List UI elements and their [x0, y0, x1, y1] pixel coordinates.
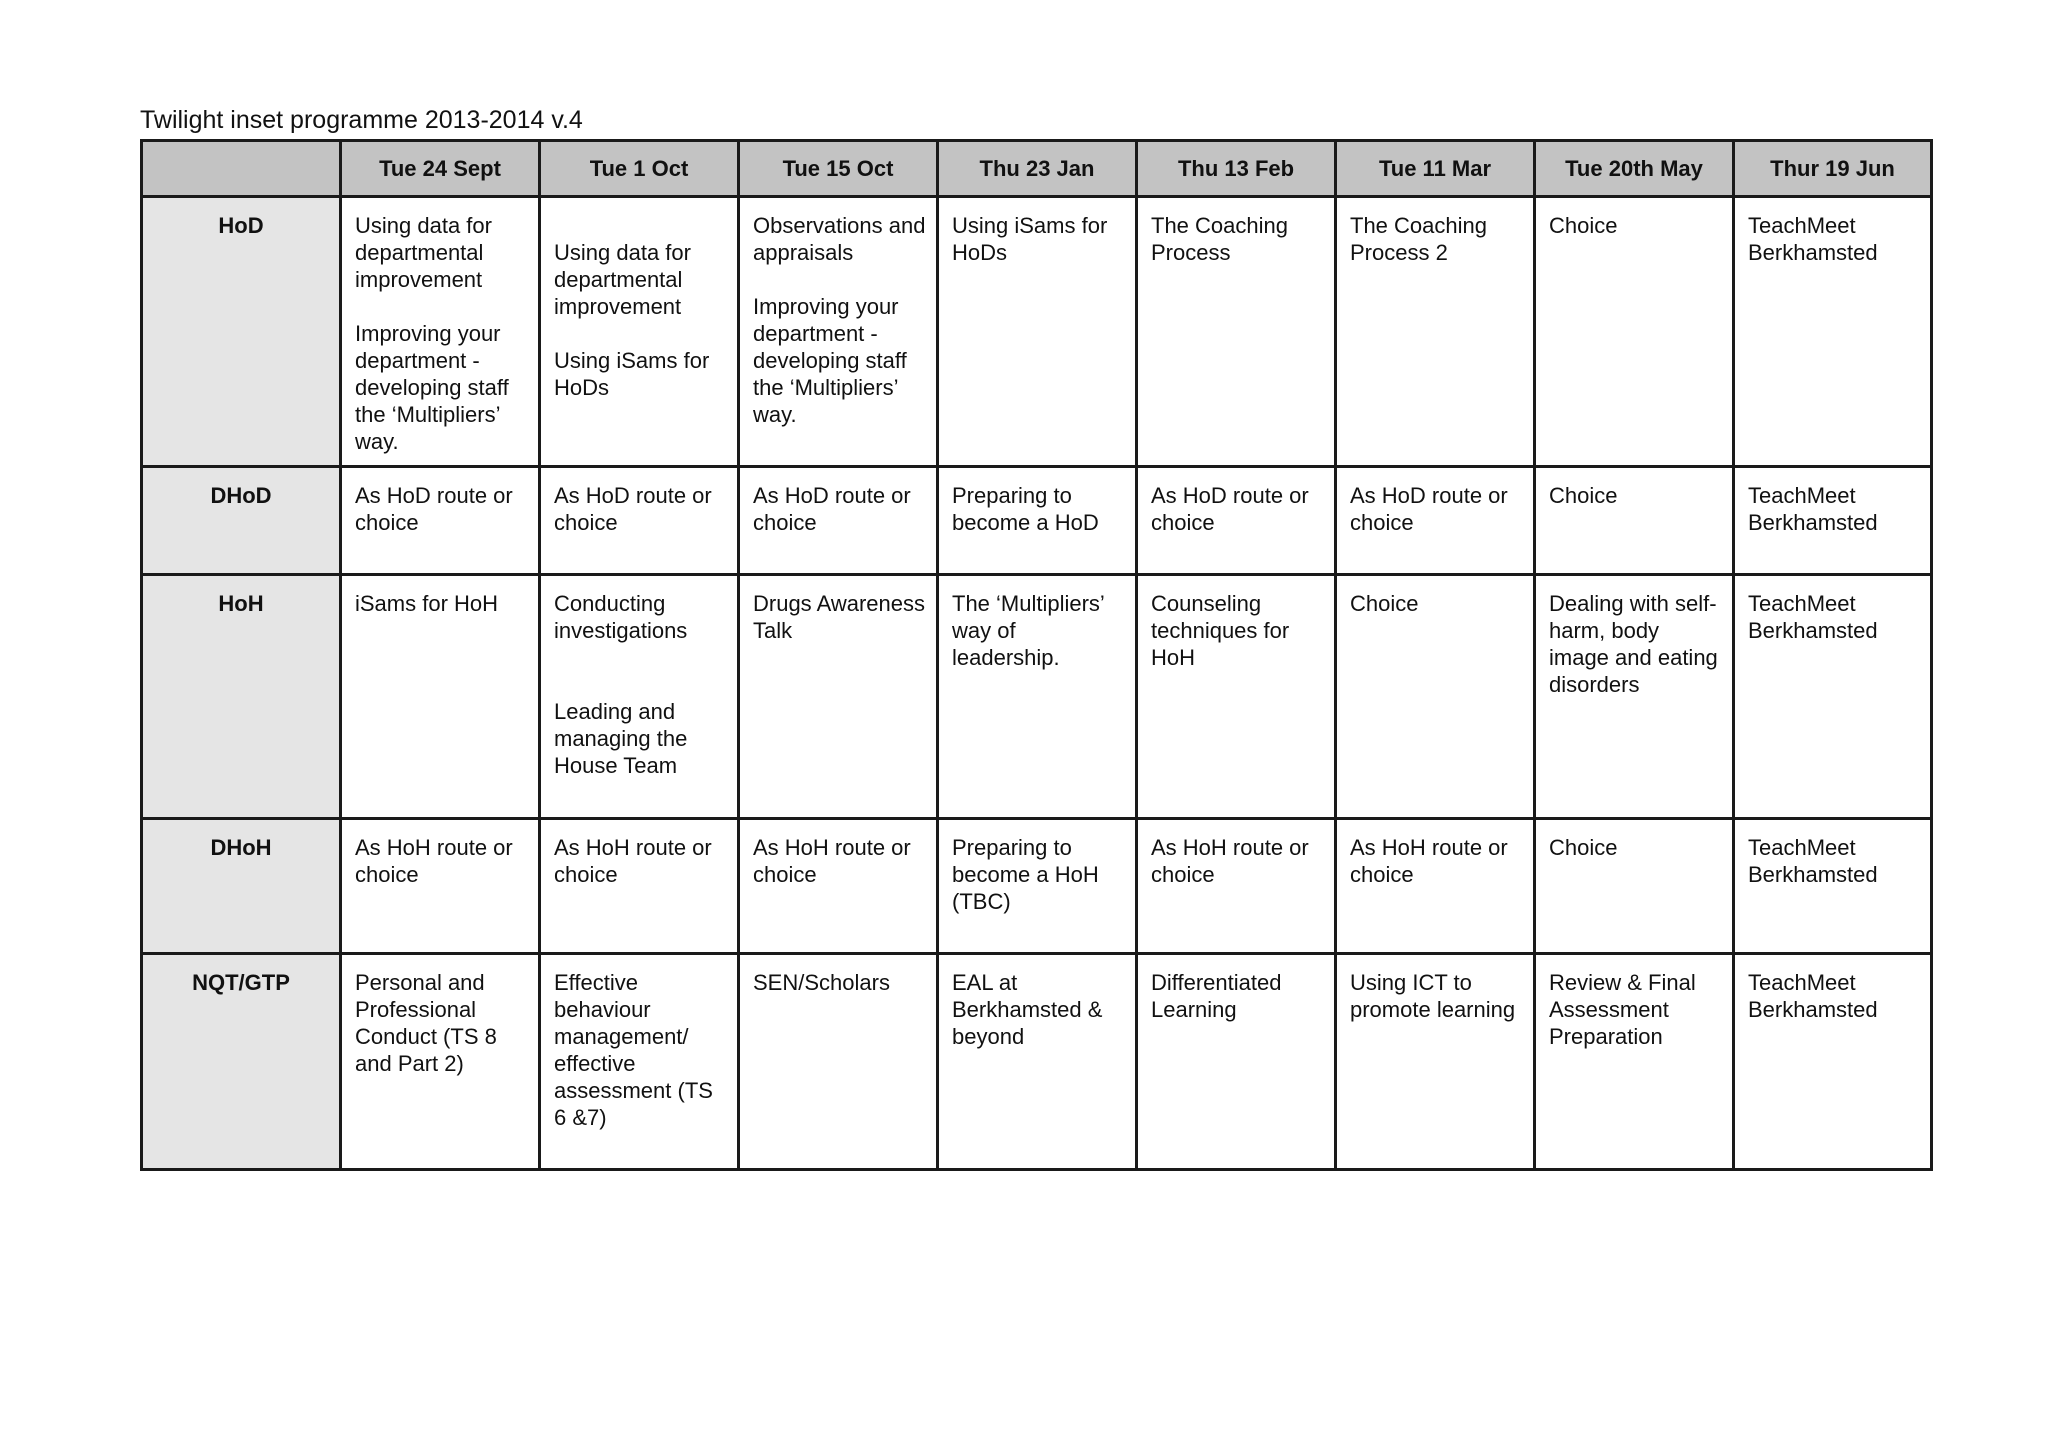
- cell-text: TeachMeet Berkhamsted: [1748, 483, 1878, 535]
- table-cell: [540, 954, 739, 1170]
- column-header: Thur 19 Jun: [1734, 141, 1932, 197]
- table-cell: [739, 197, 938, 467]
- table-cell: [1336, 954, 1535, 1170]
- cell-text: The Coaching Process 2: [1350, 213, 1494, 265]
- table-cell: [1535, 954, 1734, 1170]
- cell-text: Personal and Professional Conduct (TS 8 and Part 2): [355, 970, 503, 1076]
- table-cell: [341, 197, 540, 467]
- table-cell: [1734, 575, 1932, 819]
- table-cell: [1137, 954, 1336, 1170]
- table-cell: [938, 954, 1137, 1170]
- cell-text: Improving your department - developing staff the ‘Multipliers’ way.: [355, 321, 515, 454]
- cell-text: Leading and managing the House Team: [554, 699, 694, 778]
- table-cell: [540, 819, 739, 954]
- cell-text: Counseling techniques for HoH: [1151, 591, 1296, 670]
- cell-text: As HoH route or choice: [753, 835, 917, 887]
- cell-text: Using iSams for HoDs: [952, 213, 1114, 265]
- table-cell: [938, 575, 1137, 819]
- cell-text: Improving your department - developing staff the ‘Multipliers’ way.: [753, 294, 913, 427]
- table-cell: [1535, 575, 1734, 819]
- cell-text: Dealing with self-harm, body image and eating disorders: [1549, 591, 1724, 697]
- cell-text: As HoD route or choice: [1350, 483, 1514, 535]
- table-cell: [739, 819, 938, 954]
- cell-text: Choice: [1549, 835, 1618, 860]
- table-cell: [1535, 819, 1734, 954]
- cell-text: As HoH route or choice: [355, 835, 519, 887]
- table-cell: [1734, 819, 1932, 954]
- table-cell: [341, 819, 540, 954]
- row-label: HoD: [142, 197, 341, 467]
- table-cell: [739, 954, 938, 1170]
- cell-text: Observations and appraisals: [753, 213, 932, 265]
- table-cell: [739, 575, 938, 819]
- table-row: [142, 575, 1932, 819]
- column-header: Thu 23 Jan: [938, 141, 1137, 197]
- inset-programme-table: [140, 139, 1933, 1171]
- table-cell: [341, 954, 540, 1170]
- cell-text: iSams for HoH: [355, 591, 499, 616]
- table-cell: [1137, 575, 1336, 819]
- table-cell: [540, 467, 739, 575]
- cell-text: TeachMeet Berkhamsted: [1748, 213, 1878, 265]
- table-cell: [1535, 467, 1734, 575]
- cell-text: The ‘Multipliers’ way of leadership.: [952, 591, 1111, 670]
- table-row: [142, 819, 1932, 954]
- cell-text: Drugs Awareness Talk: [753, 591, 931, 643]
- cell-text: Differentiated Learning: [1151, 970, 1288, 1022]
- cell-text: Preparing to become a HoH (TBC): [952, 835, 1105, 914]
- cell-text: Using ICT to promote learning: [1350, 970, 1516, 1022]
- cell-text: SEN/Scholars: [753, 970, 890, 995]
- column-header: Tue 1 Oct: [540, 141, 739, 197]
- corner-cell: [142, 141, 341, 197]
- cell-text: Using iSams for HoDs: [554, 348, 716, 400]
- document-title: Twilight inset programme 2013-2014 v.4: [140, 106, 583, 134]
- row-label: DHoD: [142, 467, 341, 575]
- cell-text: Review & Final Assessment Preparation: [1549, 970, 1701, 1049]
- table-cell: [739, 467, 938, 575]
- table-cell: [341, 575, 540, 819]
- header-row: [142, 141, 1932, 197]
- cell-text: TeachMeet Berkhamsted: [1748, 835, 1878, 887]
- table-cell: [1336, 575, 1535, 819]
- table-row: [142, 197, 1932, 467]
- cell-text: As HoH route or choice: [1151, 835, 1315, 887]
- cell-text: TeachMeet Berkhamsted: [1748, 591, 1878, 643]
- cell-text: EAL at Berkhamsted & beyond: [952, 970, 1109, 1049]
- column-header: Tue 11 Mar: [1336, 141, 1535, 197]
- table-cell: [341, 467, 540, 575]
- row-label: DHoH: [142, 819, 341, 954]
- column-header: Thu 13 Feb: [1137, 141, 1336, 197]
- column-header: Tue 15 Oct: [739, 141, 938, 197]
- row-label: NQT/GTP: [142, 954, 341, 1170]
- table-cell: [1734, 954, 1932, 1170]
- cell-text: Conducting investigations: [554, 591, 688, 643]
- cell-text: As HoD route or choice: [1151, 483, 1315, 535]
- cell-text: Effective behaviour management/ effective assessment (TS 6 &7): [554, 970, 720, 1130]
- cell-text: Using data for departmental improvement: [554, 240, 698, 319]
- cell-text: As HoH route or choice: [1350, 835, 1514, 887]
- table-cell: [1137, 819, 1336, 954]
- table-cell: [1336, 467, 1535, 575]
- table-cell: [540, 575, 739, 819]
- table-cell: [1336, 197, 1535, 467]
- table-row: [142, 467, 1932, 575]
- table-cell: [938, 819, 1137, 954]
- table-cell: [1137, 467, 1336, 575]
- table-cell: [938, 197, 1137, 467]
- column-header: Tue 20th May: [1535, 141, 1734, 197]
- table-cell: [1535, 197, 1734, 467]
- cell-text: The Coaching Process: [1151, 213, 1295, 265]
- cell-text: As HoH route or choice: [554, 835, 718, 887]
- cell-text: Choice: [1549, 483, 1618, 508]
- cell-text: TeachMeet Berkhamsted: [1748, 970, 1878, 1022]
- cell-text: As HoD route or choice: [753, 483, 917, 535]
- column-header: Tue 24 Sept: [341, 141, 540, 197]
- table-cell: [1734, 197, 1932, 467]
- cell-text: As HoD route or choice: [355, 483, 519, 535]
- cell-text: Using data for departmental improvement: [355, 213, 499, 292]
- table-cell: [1734, 467, 1932, 575]
- cell-text: As HoD route or choice: [554, 483, 718, 535]
- cell-text: Preparing to become a HoD: [952, 483, 1099, 535]
- table-row: [142, 954, 1932, 1170]
- row-label: HoH: [142, 575, 341, 819]
- cell-text: Choice: [1350, 591, 1419, 616]
- table-cell: [938, 467, 1137, 575]
- cell-text: Choice: [1549, 213, 1618, 238]
- table-cell: [1137, 197, 1336, 467]
- table-cell: [1336, 819, 1535, 954]
- table-cell: [540, 197, 739, 467]
